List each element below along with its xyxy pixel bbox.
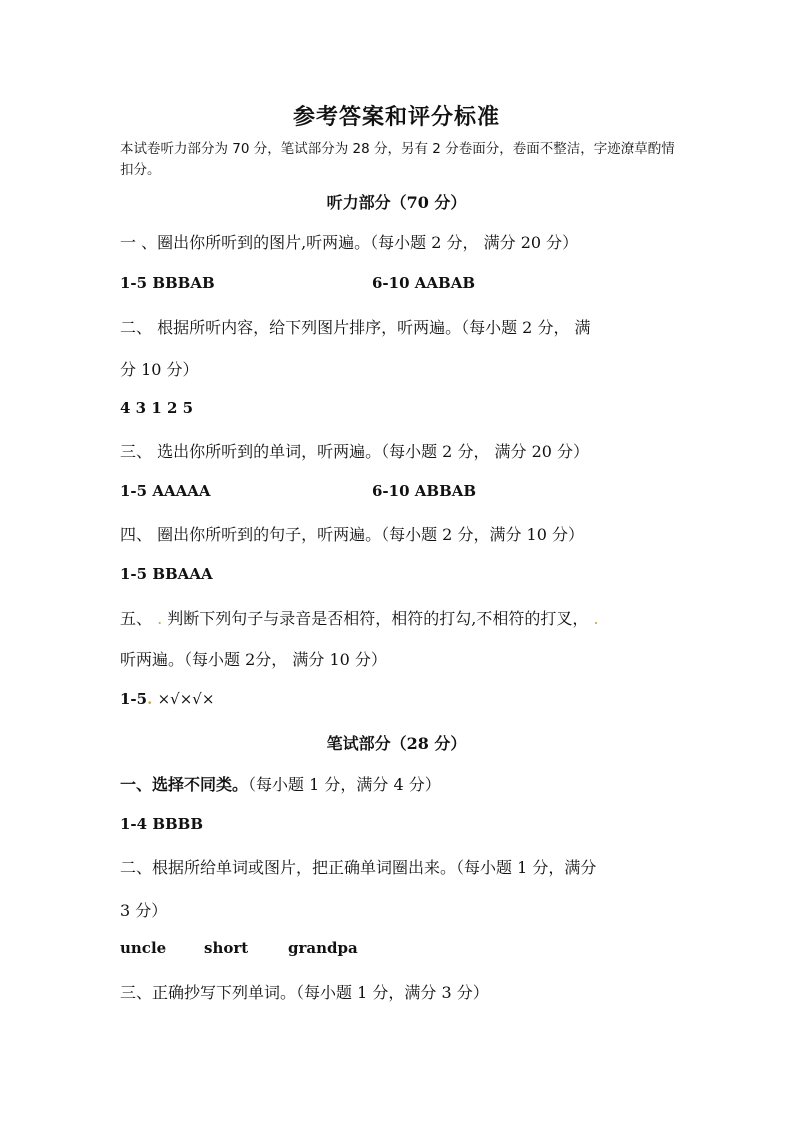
writing-q1-prompt	[120, 772, 441, 795]
decorative-dot: .	[147, 690, 158, 708]
listening-q2-prompt-line1: 二、 根据所听内容，给下列图片排序，听两遍。（每小题 2 分， 满	[120, 318, 591, 337]
listening-q1-answer-b: 6-10 AABAB	[372, 274, 476, 292]
listening-q2-prompt-line2: 分 10 分）	[120, 360, 199, 379]
listening-q5-answer	[120, 690, 214, 708]
listening-q5-prompt-line2: 听两遍。（每小题 2分， 满分 10 分）	[120, 650, 387, 669]
writing-heading: 笔试部分（28 分）	[326, 734, 467, 753]
writing-q2-word-2: short	[204, 939, 249, 957]
writing-q2-word-1: uncle	[120, 939, 167, 957]
listening-q5-answer-prefix: 1-5	[120, 690, 148, 708]
listening-q3-answer-a: 1-5 AAAAA	[120, 482, 211, 500]
writing-q1-prompt-bold: 一、选择不同类。	[120, 775, 249, 794]
listening-q3-answer-b: 6-10 ABBAB	[372, 482, 477, 500]
listening-q1-answer-a: 1-5 BBBAB	[120, 274, 215, 292]
decorative-dot: .	[588, 609, 599, 628]
listening-q3-prompt: 三、 选出你所听到的单词，听两遍。（每小题 2 分， 满分 20 分）	[120, 442, 590, 461]
listening-q5-number: 五、	[120, 609, 153, 628]
listening-q1-prompt: 一 、圈出你所听到的图片,听两遍。（每小题 2 分， 满分 20 分）	[120, 233, 579, 252]
listening-q2-answer: 4 3 1 2 5	[120, 399, 194, 417]
listening-q5-prompt-text: 判断下列句子与录音是否相符，相符的打勾,不相符的打叉，	[167, 609, 589, 628]
page-title: 参考答案和评分标准	[292, 104, 500, 130]
listening-heading: 听力部分（70 分）	[326, 193, 467, 212]
writing-q3-prompt: 三、正确抄写下列单词。（每小题 1 分，满分 3 分）	[120, 983, 489, 1002]
listening-q5-answer-marks: ×√×√×	[157, 690, 215, 708]
listening-q5-prompt-line1	[120, 606, 599, 629]
intro-text: 本试卷听力部分为 70 分，笔试部分为 28 分，另有 2 分卷面分，卷面不整洁，字迹潦草酌情扣分。	[120, 141, 675, 178]
listening-q4-prompt: 四、 圈出你所听到的句子，听两遍。（每小题 2 分，满分 10 分）	[120, 525, 584, 544]
decorative-dot: .	[152, 609, 168, 628]
listening-q4-answer: 1-5 BBAAA	[120, 565, 213, 583]
writing-q2-word-3: grandpa	[288, 939, 358, 957]
writing-q2-prompt-line1: 二、根据所给单词或图片，把正确单词圈出来。（每小题 1 分，满分	[120, 858, 597, 877]
writing-q1-prompt-rest: （每小题 1 分，满分 4 分）	[248, 775, 441, 794]
writing-q2-prompt-line2: 3 分）	[120, 901, 168, 920]
writing-q1-answer: 1-4 BBBB	[120, 815, 204, 833]
